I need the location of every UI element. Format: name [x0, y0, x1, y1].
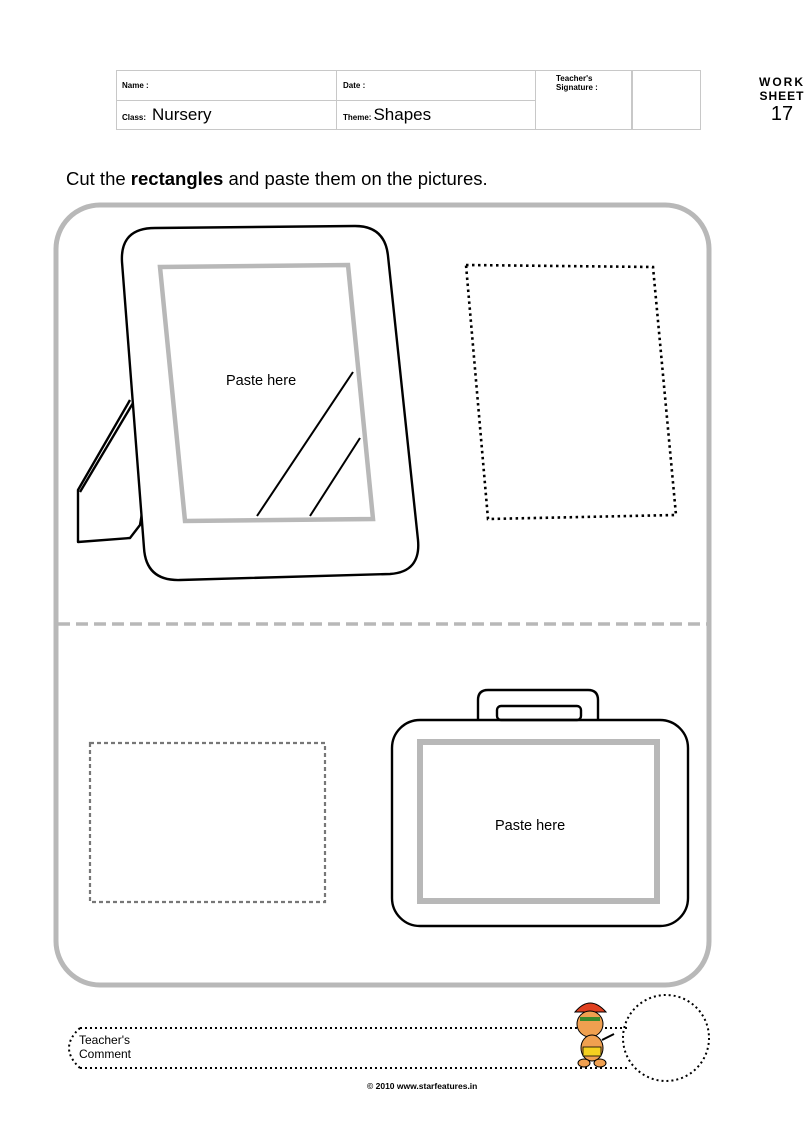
cut-rectangle-1[interactable] [466, 265, 676, 519]
frame-paste-area[interactable] [160, 265, 373, 521]
bear-mascot-icon [575, 1003, 614, 1067]
comment-box[interactable] [69, 1028, 628, 1068]
instruction-emphasis: rectangles [130, 168, 224, 189]
comment-line2: Comment [79, 1047, 132, 1061]
case-paste-label: Paste here [495, 818, 566, 834]
instruction-before: Cut the [66, 168, 131, 189]
teacher-comment-label [79, 1033, 131, 1061]
comment-line1: Teacher's [79, 1033, 130, 1047]
class-label: Class: [122, 113, 147, 122]
name-label: Name : [122, 81, 149, 90]
copyright-text: © 2010 www.starfeatures.in [367, 1081, 478, 1091]
worksheet-line1: WORK [759, 75, 805, 89]
frame-paste-label: Paste here [226, 373, 297, 389]
grade-circle[interactable] [623, 995, 709, 1081]
worksheet-number: 17 [770, 103, 794, 125]
date-label: Date : [343, 81, 366, 90]
class-value: Nursery [152, 105, 212, 124]
theme-label: Theme: [343, 113, 372, 122]
cut-rectangle-2[interactable] [90, 743, 325, 902]
worksheet-line2: SHEET [759, 89, 805, 103]
signature-label: Teacher's Signature : [556, 74, 598, 92]
theme-value: Shapes [373, 105, 432, 124]
instruction-after: and paste them on the pictures. [223, 168, 488, 189]
